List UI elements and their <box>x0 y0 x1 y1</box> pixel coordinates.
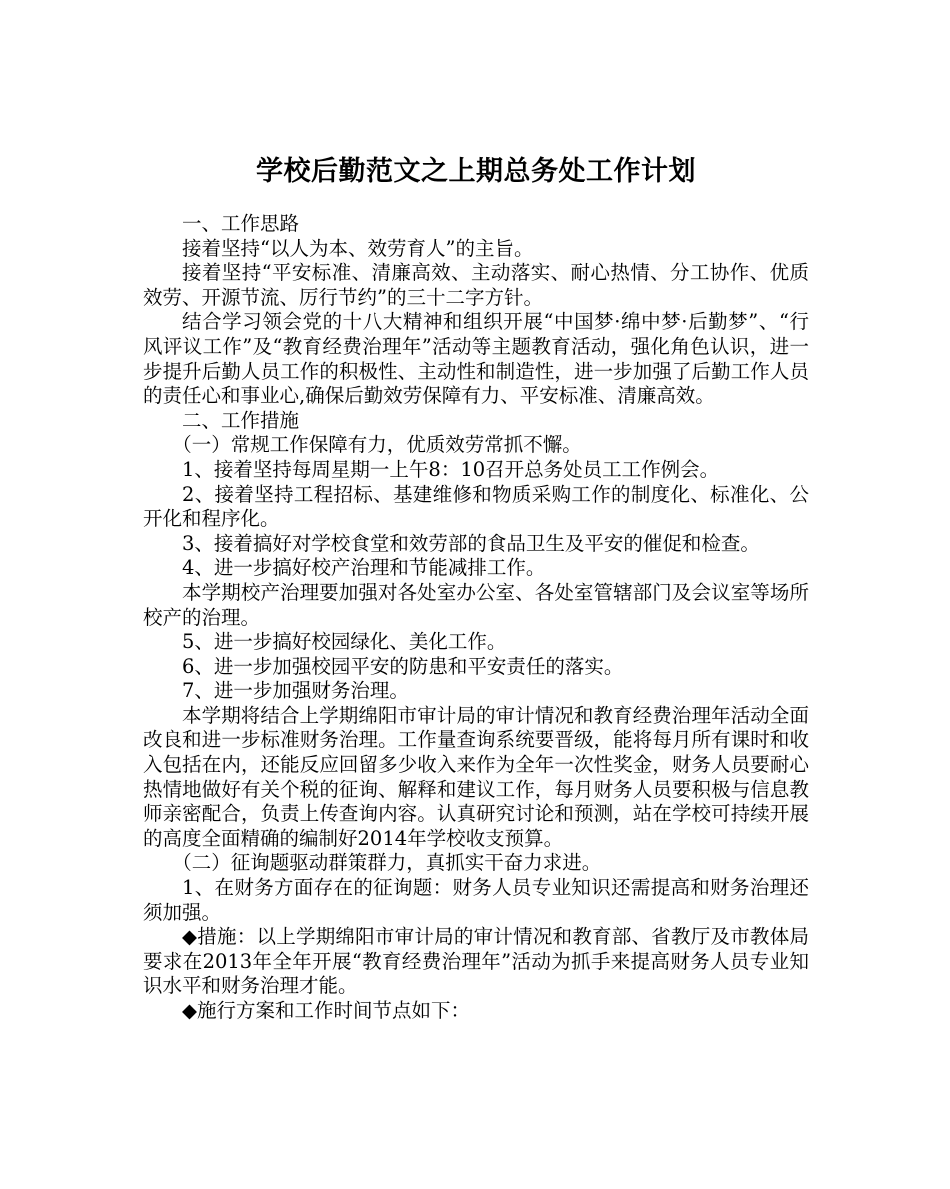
subheading-problem-driven: （二）征询题驱动群策群力，真抓实干奋力求进。 <box>172 851 602 875</box>
list-item: 1、接着坚持每周星期一上午8：10召开总务处员工工作例会。 <box>182 457 720 481</box>
list-item: 7、进一步加强财务治理。 <box>182 679 409 703</box>
paragraph: 接着坚持“以人为本、效劳育人”的主旨。 <box>182 236 534 260</box>
paragraph: 接着坚持“平安标准、清廉高效、主动落实、耐心热情、分工协作、优质效劳、开源节流、厉行节约”的三十二字方针。 <box>143 261 809 309</box>
document-title: 学校后勤范文之上期总务处工作计划 <box>256 156 696 188</box>
list-item: 3、接着搞好对学校食堂和效劳部的食品卫生及平安的催促和检查。 <box>182 531 760 555</box>
document-body <box>143 212 809 1024</box>
paragraph: 本学期将结合上学期绵阳市审计局的审计情况和教育经费治理年活动全面改良和进一步标准财务治理。工作量查询系统要晋级，能将每月所有课时和收入包括在内，还能反应回留多少收入来作为全年一次性奖金，财务人员要耐心热情地做好有关个税的征询、解释和建议工作，每月财务人员要积极与信息教师亲密配合，负责上传查询内容。认真研究讨论和预测，站在学校可持续开展的高度全面精确的编制好2014年学校收支预算。 <box>143 703 809 850</box>
heading-work-ideas: 一、工作思路 <box>182 212 300 235</box>
list-item: 6、进一步加强校园平安的防患和平安责任的落实。 <box>182 654 624 678</box>
bullet-implementation-plan: ◆施行方案和工作时间节点如下： <box>182 999 470 1022</box>
list-item: 5、进一步搞好校园绿化、美化工作。 <box>182 630 507 654</box>
heading-work-measures: 二、工作措施 <box>182 408 300 432</box>
list-item: 1、在财务方面存在的征询题：财务人员专业知识还需提高和财务治理还须加强。 <box>143 876 809 924</box>
bullet-measures: ◆措施：以上学期绵阳市审计局的审计情况和教育部、省教厅及市教体局要求在2013年全年开展“教育经费治理年”活动为抓手来提高财务人员专业知识水平和财务治理才能。 <box>143 925 809 998</box>
subheading-routine-work: （一）常规工作保障有力，优质效劳常抓不懈。 <box>172 433 582 457</box>
paragraph: 结合学习领会党的十八大精神和组织开展“中国梦·绵中梦·后勤梦”、“行风评议工作”及“教育经费治理年”活动等主题教育活动，强化角色认识，进一步提升后勤人员工作的积极性、主动性和制造性，进一步加强了后勤工作人员的责任心和事业心,确保后勤效劳保障有力、平安标准、清廉高效。 <box>143 310 809 408</box>
paragraph: 本学期校产治理要加强对各处室办公室、各处室管辖部门及会议室等场所校产的治理。 <box>143 580 809 629</box>
list-item: 4、进一步搞好校产治理和节能减排工作。 <box>182 556 546 580</box>
list-item: 2、接着坚持工程招标、基建维修和物质采购工作的制度化、标准化、公开化和程序化。 <box>143 482 809 531</box>
